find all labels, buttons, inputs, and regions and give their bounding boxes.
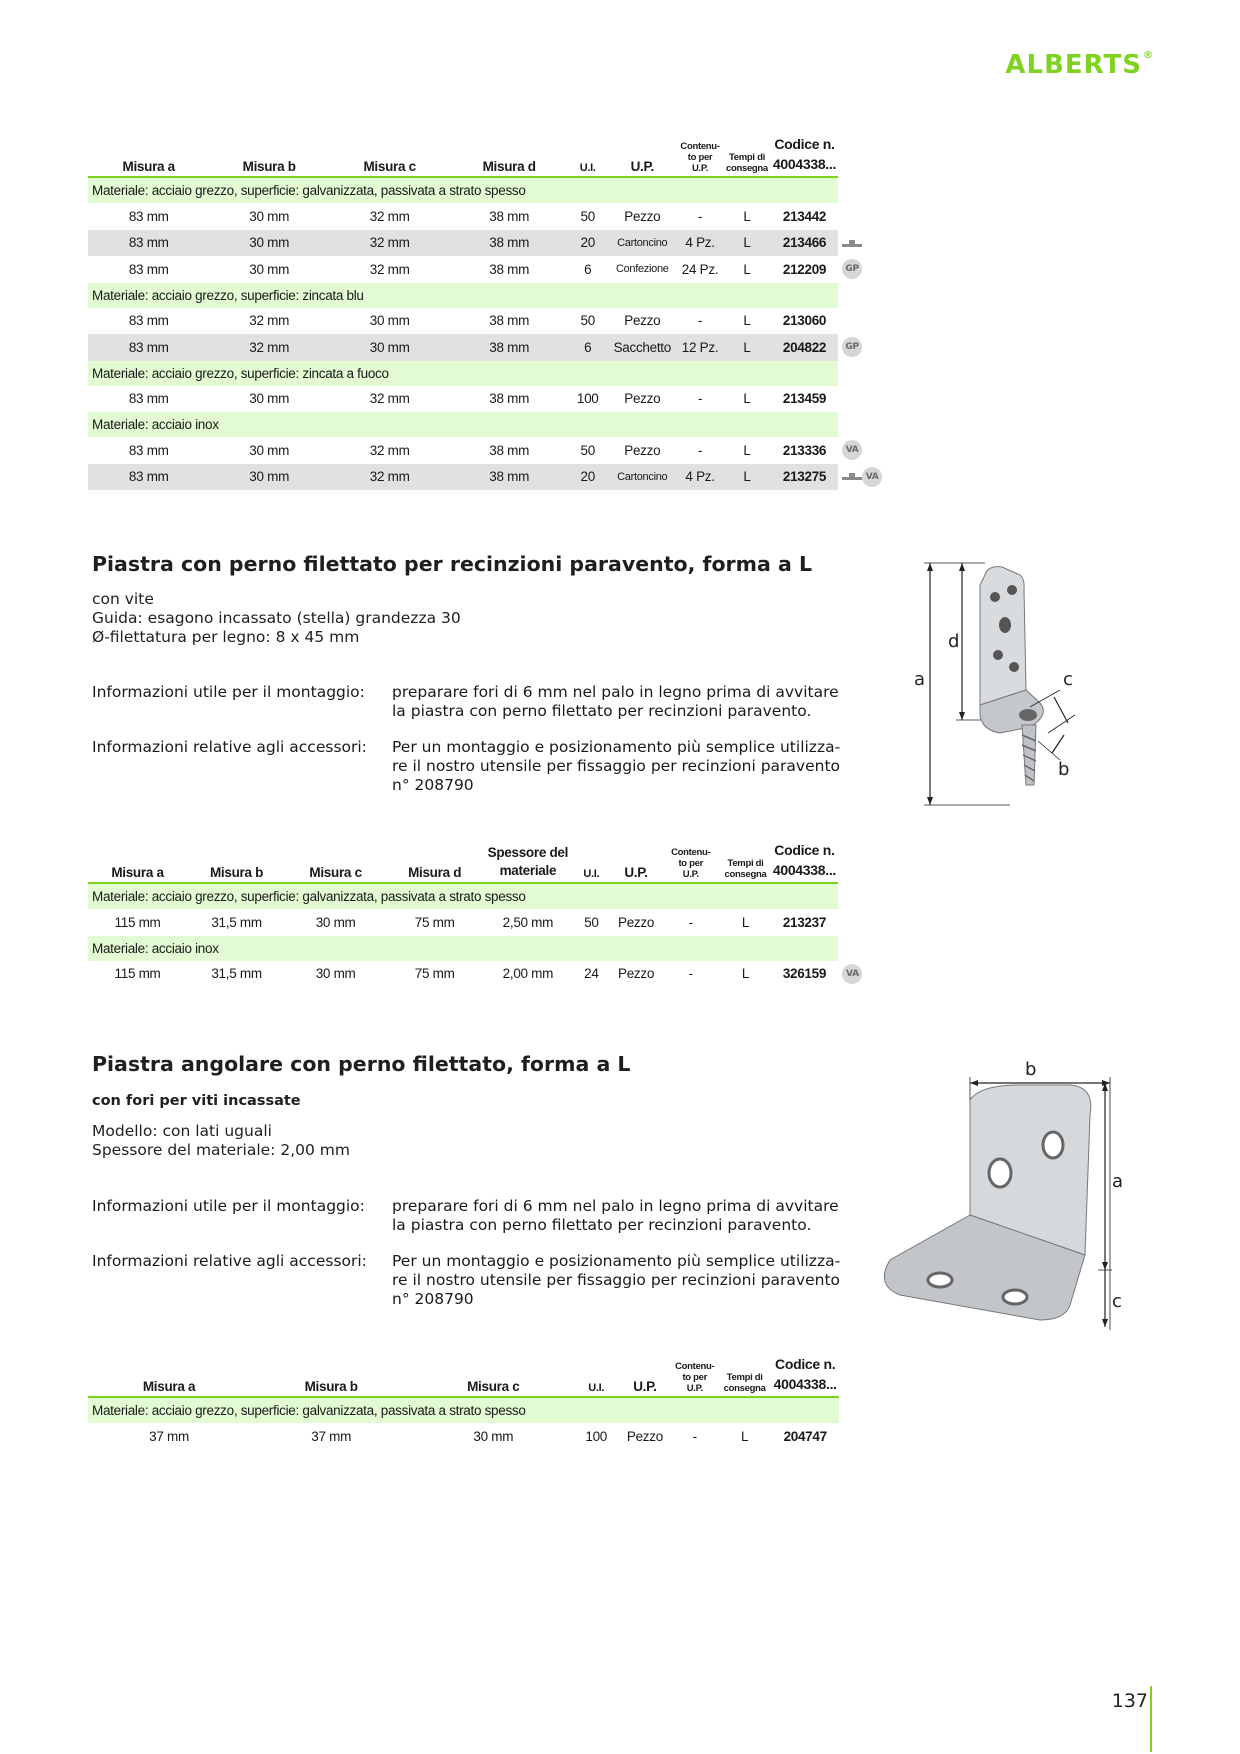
- col-header-tempi: Tempi di consegna: [721, 840, 771, 883]
- page-number: 137: [1111, 1690, 1148, 1712]
- cell-misura-d: 75 mm: [414, 966, 455, 982]
- cell-misura-d: 38 mm: [489, 313, 530, 329]
- col-header-misura-c: Misura c: [412, 1354, 574, 1397]
- cell-misura-a: 83 mm: [88, 230, 209, 257]
- cell-tempi: L: [743, 208, 751, 224]
- material-label: Materiale: acciaio inox: [88, 936, 838, 961]
- cell-misura-a: 83 mm: [128, 442, 169, 458]
- material-row: [88, 361, 888, 386]
- product-table-2: [88, 840, 888, 987]
- material-row: [88, 177, 888, 203]
- cell-ui: 50: [580, 313, 595, 329]
- col-header-misura-c: Misura c: [329, 134, 450, 177]
- col-header-up: U.P.: [618, 1354, 672, 1397]
- table-row: [88, 961, 888, 988]
- cell-contenuto: -: [697, 442, 703, 458]
- cell-misura-a: 83 mm: [88, 464, 209, 491]
- cell-misura-c: 30 mm: [315, 914, 356, 930]
- product-table-3: [88, 1354, 888, 1450]
- l-plate-screw-drawing: [910, 555, 1100, 810]
- col-header-misura-d: Misura d: [385, 840, 484, 883]
- table-row: [88, 308, 888, 335]
- col-header-ui: U.I.: [568, 134, 607, 177]
- table-row: [88, 464, 888, 491]
- cell-up: Pezzo: [618, 914, 655, 930]
- material-label: Materiale: acciaio grezzo, superficie: zincata a fuoco: [88, 361, 838, 386]
- cell-misura-d: 38 mm: [489, 208, 530, 224]
- table-row: [88, 334, 888, 361]
- cell-ui: 50: [584, 914, 599, 930]
- cell-misura-d: 38 mm: [450, 230, 568, 257]
- va-badge-icon: VA: [842, 964, 862, 984]
- cell-up: Pezzo: [624, 442, 661, 458]
- cell-ui: 20: [568, 230, 607, 257]
- cell-contenuto: -: [697, 208, 703, 224]
- cell-codice: 213336: [782, 442, 827, 458]
- cell-misura-a: 83 mm: [128, 391, 169, 407]
- cell-codice: 213459: [782, 391, 827, 407]
- col-header-misura-c: Misura c: [286, 840, 385, 883]
- material-row: [88, 283, 888, 308]
- table-header-row: [88, 134, 888, 177]
- material-label: Materiale: acciaio grezzo, superficie: zincata blu: [88, 283, 838, 308]
- cell-codice: 213275: [771, 464, 838, 491]
- cell-codice: 204747: [783, 1428, 827, 1444]
- col-header-misura-b: Misura b: [209, 134, 329, 177]
- product-subtitle: con fori per viti incassate: [92, 1093, 301, 1109]
- info-mounting-text: preparare fori di 6 mm nel palo in legno prima di avvitare la piastra con perno filettato per recinzioni paravento.: [392, 1197, 839, 1234]
- col-header-codice: Codice n. 4004338...: [770, 840, 838, 883]
- section-title-l-plate-screw: Piastra con perno filettato per recinzioni paravento, forma a L: [92, 552, 813, 576]
- product-spec-line: Ø-filettatura per legno: 8 x 45 mm: [92, 628, 360, 646]
- col-header-codice: Codice n. 4004338...: [772, 1354, 839, 1397]
- dimension-label-c: c: [1112, 1291, 1122, 1312]
- info-accessories-label: Informazioni relative agli accessori:: [92, 738, 367, 756]
- cell-misura-b: 31,5 mm: [211, 966, 262, 982]
- col-header-up: U.P.: [607, 134, 677, 177]
- col-header-misura-b: Misura b: [250, 1354, 412, 1397]
- material-label: Materiale: acciaio inox: [88, 412, 838, 437]
- col-header-contenuto: Contenu- to per U.P.: [661, 840, 721, 883]
- cell-tempi: L: [743, 261, 751, 277]
- cell-tempi: L: [723, 464, 771, 491]
- cell-up: Pezzo: [626, 1428, 663, 1444]
- cell-misura-b: 30 mm: [249, 261, 290, 277]
- material-label: Materiale: acciaio grezzo, superficie: galvanizzata, passivata a strato spesso: [88, 177, 838, 203]
- col-header-misura-d: Misura d: [450, 134, 568, 177]
- cell-spessore: 2,00 mm: [502, 966, 554, 982]
- cell-codice: 213237: [782, 914, 827, 930]
- cell-misura-d: 38 mm: [450, 464, 568, 491]
- table-row: [88, 386, 888, 413]
- blister-pack-icon: [842, 471, 862, 483]
- table-row: [88, 256, 888, 283]
- cell-codice: 213060: [782, 313, 827, 329]
- product-spec-line: con vite: [92, 590, 154, 608]
- blister-pack-icon: [842, 238, 862, 250]
- cell-ui: 50: [580, 208, 595, 224]
- col-header-ui: U.I.: [572, 840, 612, 883]
- cell-misura-b: 31,5 mm: [211, 914, 262, 930]
- cell-misura-b: 30 mm: [249, 442, 290, 458]
- cell-misura-c: 32 mm: [369, 442, 410, 458]
- cell-tempi: L: [743, 391, 751, 407]
- col-header-up: U.P.: [611, 840, 661, 883]
- cell-up: Pezzo: [624, 313, 661, 329]
- col-header-contenuto: Contenu- to per U.P.: [672, 1354, 718, 1397]
- cell-codice: 213466: [771, 230, 838, 257]
- material-row: [88, 412, 888, 437]
- dimension-label-a: a: [1112, 1171, 1124, 1192]
- cell-up: Pezzo: [624, 391, 661, 407]
- info-mounting-text: preparare fori di 6 mm nel palo in legno prima di avvitare la piastra con perno filettato per recinzioni paravento.: [392, 683, 839, 720]
- cell-up: Confezione: [615, 263, 669, 276]
- cell-misura-c: 30 mm: [473, 1428, 514, 1444]
- cell-tempi: L: [741, 966, 750, 982]
- col-header-contenuto: Contenu- to per U.P.: [677, 134, 723, 177]
- dimension-label-a: a: [914, 669, 926, 690]
- table-row: [88, 203, 888, 230]
- table-row: [88, 909, 888, 936]
- col-header-misura-a: Misura a: [88, 1354, 250, 1397]
- cell-contenuto: -: [688, 966, 693, 982]
- material-row: [88, 936, 888, 961]
- table-row: [88, 230, 888, 257]
- cell-misura-b: 32 mm: [249, 313, 290, 329]
- cell-tempi: L: [723, 334, 771, 361]
- col-header-misura-b: Misura b: [187, 840, 286, 883]
- gp-badge-icon: GP: [842, 259, 862, 279]
- alberts-logo: [1005, 50, 1154, 80]
- cell-misura-c: 32 mm: [369, 208, 410, 224]
- material-row: [88, 1397, 888, 1423]
- cell-misura-c: 30 mm: [315, 966, 356, 982]
- col-header-tempi: Tempi di consegna: [723, 134, 771, 177]
- material-label: Materiale: acciaio grezzo, superficie: galvanizzata, passivata a strato spesso: [88, 1397, 839, 1423]
- cell-misura-d: 75 mm: [414, 914, 455, 930]
- product-table-1: [88, 134, 888, 490]
- cell-codice: 213442: [782, 208, 827, 224]
- section-title-angle-plate: Piastra angolare con perno filettato, forma a L: [92, 1052, 631, 1076]
- cell-misura-a: 83 mm: [128, 208, 169, 224]
- cell-contenuto: -: [697, 391, 703, 407]
- logo-registered-mark: ®: [1143, 50, 1154, 61]
- cell-contenuto: 12 Pz.: [677, 334, 723, 361]
- product-spec-line: Spessore del materiale: 2,00 mm: [92, 1141, 350, 1159]
- info-mounting-label: Informazioni utile per il montaggio:: [92, 683, 365, 701]
- cell-contenuto: -: [692, 1428, 697, 1444]
- va-badge-icon: VA: [842, 440, 862, 460]
- cell-ui: 6: [568, 334, 607, 361]
- cell-contenuto: -: [697, 313, 703, 329]
- cell-up: Pezzo: [618, 966, 655, 982]
- product-spec-line: Modello: con lati uguali: [92, 1122, 272, 1140]
- cell-misura-a: 83 mm: [128, 313, 169, 329]
- info-accessories-text: Per un montaggio e posizionamento più semplice utilizza-re il nostro utensile per fissaggio per recinzioni paravento n° 208790: [392, 1252, 841, 1308]
- gp-badge-icon: GP: [842, 337, 862, 357]
- table-header-row: [88, 840, 888, 883]
- cell-tempi: L: [741, 1428, 749, 1444]
- cell-ui: 100: [576, 391, 599, 407]
- table-row: [88, 1423, 888, 1450]
- cell-misura-a: 83 mm: [128, 261, 169, 277]
- cell-codice: 326159: [782, 966, 827, 982]
- cell-contenuto: 4 Pz.: [677, 230, 723, 257]
- cell-misura-c: 30 mm: [329, 334, 450, 361]
- material-row: [88, 883, 888, 909]
- cell-misura-a: 37 mm: [149, 1428, 189, 1444]
- info-mounting-label: Informazioni utile per il montaggio:: [92, 1197, 365, 1215]
- cell-misura-b: 32 mm: [209, 334, 329, 361]
- cell-ui: 6: [584, 261, 592, 277]
- cell-tempi: L: [743, 442, 751, 458]
- cell-misura-b: 30 mm: [249, 208, 290, 224]
- cell-misura-b: 30 mm: [209, 230, 329, 257]
- product-spec-line: Guida: esagono incassato (stella) grandezza 30: [92, 609, 461, 627]
- cell-ui: 100: [585, 1428, 607, 1444]
- cell-ui: 50: [580, 442, 595, 458]
- cell-ui: 20: [568, 464, 607, 491]
- cell-contenuto: 4 Pz.: [677, 464, 723, 491]
- cell-misura-c: 32 mm: [369, 261, 410, 277]
- cell-misura-c: 32 mm: [329, 464, 450, 491]
- dimension-label-b: b: [1025, 1059, 1037, 1080]
- cell-up: Cartoncino: [607, 230, 677, 257]
- cell-codice: 212209: [782, 261, 827, 277]
- cell-misura-d: 38 mm: [450, 334, 568, 361]
- angle-bracket-drawing: [870, 1055, 1130, 1335]
- table-header-row: [88, 1354, 888, 1397]
- cell-codice: 204822: [771, 334, 838, 361]
- cell-misura-c: 30 mm: [369, 313, 410, 329]
- cell-tempi: L: [741, 914, 750, 930]
- cell-contenuto: 24 Pz.: [681, 261, 719, 277]
- cell-contenuto: -: [688, 914, 693, 930]
- cell-misura-d: 38 mm: [489, 261, 530, 277]
- cell-up: Sacchetto: [607, 334, 677, 361]
- cell-tempi: L: [743, 313, 751, 329]
- cell-misura-d: 38 mm: [489, 391, 530, 407]
- cell-up: Cartoncino: [607, 464, 677, 491]
- logo-text: ALBERTS: [1005, 50, 1142, 80]
- col-header-tempi: Tempi di consegna: [718, 1354, 772, 1397]
- info-accessories-text: Per un montaggio e posizionamento più semplice utilizza-re il nostro utensile per fissaggio per recinzioni paravento n° 208790: [392, 738, 841, 794]
- cell-misura-b: 30 mm: [249, 391, 290, 407]
- va-badge-icon: VA: [862, 467, 882, 487]
- cell-misura-a: 115 mm: [114, 966, 161, 982]
- cell-misura-b: 30 mm: [209, 464, 329, 491]
- page-number-accent-bar: [1150, 1686, 1152, 1752]
- cell-spessore: 2,50 mm: [502, 914, 554, 930]
- col-header-misura-a: Misura a: [88, 134, 209, 177]
- info-accessories-label: Informazioni relative agli accessori:: [92, 1252, 367, 1270]
- cell-misura-a: 83 mm: [88, 334, 209, 361]
- table-row: [88, 437, 888, 464]
- dimension-label-b: b: [1058, 759, 1070, 780]
- cell-tempi: L: [723, 230, 771, 257]
- cell-misura-c: 32 mm: [369, 391, 410, 407]
- cell-misura-c: 32 mm: [329, 230, 450, 257]
- col-header-codice: Codice n. 4004338...: [771, 134, 838, 177]
- cell-ui: 24: [584, 966, 599, 982]
- dimension-label-d: d: [948, 631, 960, 652]
- cell-misura-d: 38 mm: [489, 442, 530, 458]
- cell-up: Pezzo: [624, 208, 661, 224]
- cell-misura-a: 115 mm: [114, 914, 161, 930]
- cell-misura-b: 37 mm: [311, 1428, 352, 1444]
- dimension-label-c: c: [1063, 669, 1073, 690]
- col-header-ui: U.I.: [574, 1354, 618, 1397]
- col-header-misura-a: Misura a: [88, 840, 187, 883]
- col-header-spessore: Spessore del materiale: [484, 840, 571, 883]
- material-label: Materiale: acciaio grezzo, superficie: galvanizzata, passivata a strato spesso: [88, 883, 838, 909]
